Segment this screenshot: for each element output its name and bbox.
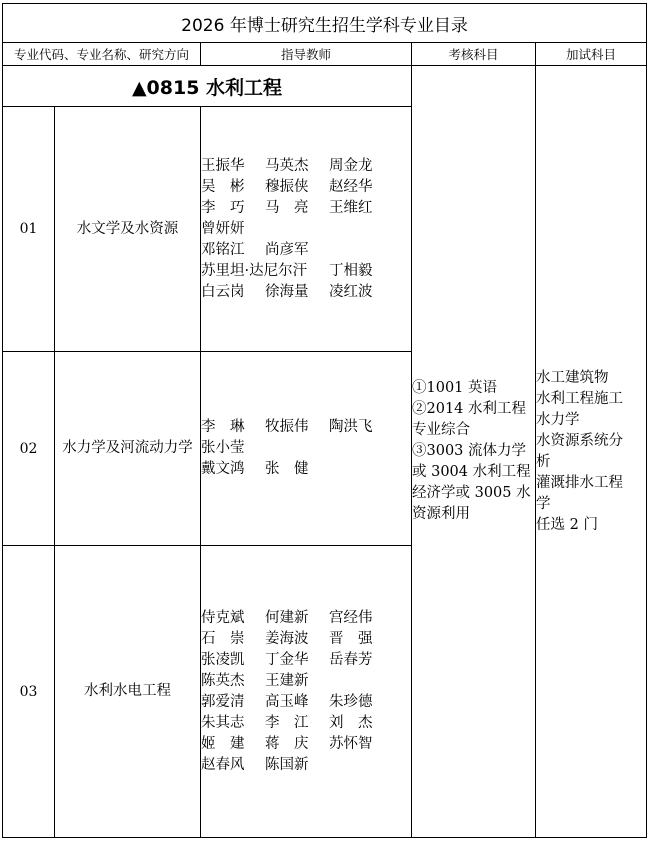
tutor-name: 丁金华	[265, 651, 309, 668]
tutor-name	[265, 219, 329, 240]
tutor-name	[329, 459, 399, 480]
extra-subject-line: 水工建筑物	[536, 369, 609, 386]
tutor-row	[201, 650, 411, 671]
tutor-name: 周金龙	[329, 157, 373, 174]
tutor-name	[329, 219, 399, 240]
header-extra: 加试科目	[536, 43, 647, 66]
tutor-row	[201, 417, 411, 438]
tutor-row	[201, 734, 411, 755]
tutor-name: 王维红	[329, 199, 373, 216]
tutor-name	[265, 438, 329, 459]
header-exam: 考核科目	[412, 43, 536, 66]
direction-name: 水利水电工程	[55, 546, 201, 838]
tutor-name: 陶洪飞	[329, 419, 373, 435]
tutor-name: 岳春芳	[329, 651, 373, 668]
tutor-name: 苏里坦·达尼尔汗	[201, 262, 308, 279]
tutor-name: 陈英杰	[201, 672, 245, 689]
extra-subject-line: 水利工程施工	[536, 390, 623, 407]
exam-subject-line: 或 3004 水利工程	[412, 464, 531, 480]
tutor-name: 姬 建	[201, 735, 245, 752]
tutor-row	[201, 459, 411, 480]
tutor-name	[329, 755, 399, 776]
tutor-name: 姜海波	[265, 630, 309, 647]
exam-subject-line: 专业综合	[412, 422, 470, 438]
header-tutor: 指导教师	[201, 43, 412, 66]
major-title: ▲0815 水利工程	[3, 66, 412, 107]
tutor-name: 白云岗	[201, 283, 245, 300]
tutor-cell	[201, 107, 412, 352]
direction-name: 水文学及水资源	[55, 107, 201, 352]
tutor-name: 穆振侠	[265, 178, 309, 195]
tutor-row	[201, 282, 411, 303]
extra-subject-line: 水力学	[536, 411, 580, 428]
exam-subject-line: 经济学或 3005 水	[412, 485, 531, 501]
tutor-name: 刘 杰	[329, 714, 373, 731]
direction-code: 01	[3, 107, 55, 352]
page-title: 2026 年博士研究生招生学科专业目录	[3, 4, 647, 43]
tutor-name: 张凌凯	[201, 651, 245, 668]
tutor-name: 张小莹	[201, 440, 245, 456]
tutor-name: 李 江	[265, 714, 309, 731]
tutor-name: 王建新	[265, 672, 309, 689]
tutor-name: 朱其志	[201, 714, 245, 731]
tutor-name: 石 崇	[201, 630, 245, 647]
header-major: 专业代码、专业名称、研究方向	[3, 43, 201, 66]
tutor-name: 马 亮	[265, 199, 309, 216]
direction-code: 02	[3, 352, 55, 546]
extra-subject-line: 学	[536, 495, 551, 512]
extra-subject-line: 析	[536, 453, 551, 470]
tutor-name: 徐海量	[265, 283, 309, 300]
tutor-name: 丁相毅	[329, 262, 373, 279]
tutor-row	[201, 671, 411, 692]
exam-subject-line: ①1001 英语	[412, 380, 498, 396]
direction-code: 03	[3, 546, 55, 838]
tutor-name: 陈国新	[265, 756, 309, 773]
tutor-name: 李 巧	[201, 199, 245, 216]
tutor-name: 高玉峰	[265, 693, 309, 710]
tutor-row	[201, 755, 411, 776]
tutor-name: 侍克斌	[201, 609, 245, 626]
tutor-row	[201, 608, 411, 629]
tutor-name: 赵经华	[329, 178, 373, 195]
tutor-name: 牧振伟	[265, 419, 309, 435]
tutor-row	[201, 692, 411, 713]
tutor-row	[201, 629, 411, 650]
exam-subjects-cell	[412, 66, 536, 838]
tutor-row	[201, 219, 411, 240]
tutor-name: 蒋 庆	[265, 735, 309, 752]
extra-subject-line: 灌溉排水工程	[536, 474, 623, 491]
tutor-name: 宫经伟	[329, 609, 373, 626]
tutor-name: 邓铭江	[201, 241, 245, 258]
exam-subject-line: ②2014 水利工程	[412, 401, 527, 417]
tutor-row	[201, 261, 411, 282]
tutor-name: 赵春风	[201, 756, 245, 773]
tutor-name: 郭爱清	[201, 693, 245, 710]
tutor-cell	[201, 546, 412, 838]
direction-name: 水力学及河流动力学	[55, 352, 201, 546]
tutor-cell	[201, 352, 412, 546]
tutor-row	[201, 198, 411, 219]
tutor-name: 王振华	[201, 157, 245, 174]
exam-subjects-list	[412, 378, 535, 525]
exam-subject-line: 资源利用	[412, 506, 470, 522]
tutor-name: 凌红波	[329, 283, 373, 300]
extra-subject-line: 任选 2 门	[536, 516, 598, 533]
tutor-row	[201, 177, 411, 198]
tutor-name: 吴 彬	[201, 178, 245, 195]
tutor-name: 戴文鸿	[201, 461, 245, 477]
tutor-row	[201, 156, 411, 177]
extra-subjects-list	[536, 368, 646, 536]
tutor-name: 朱珍德	[329, 693, 373, 710]
tutor-row	[201, 240, 411, 261]
tutor-name: 马英杰	[265, 157, 309, 174]
tutor-name: 尚彦军	[265, 241, 309, 258]
extra-subject-line: 水资源系统分	[536, 432, 623, 449]
tutor-name: 曾妍妍	[201, 220, 245, 237]
tutor-name: 何建新	[265, 609, 309, 626]
tutor-name: 李 琳	[201, 419, 245, 435]
tutor-row	[201, 713, 411, 734]
tutor-row	[201, 438, 411, 459]
tutor-name: 张 健	[265, 461, 309, 477]
tutor-name	[329, 671, 399, 692]
exam-subject-line: ③3003 流体力学	[412, 443, 527, 459]
tutor-name	[329, 438, 399, 459]
extra-subjects-cell	[536, 66, 647, 838]
tutor-name: 晋 强	[329, 630, 373, 647]
tutor-name: 苏怀智	[329, 735, 373, 752]
catalog-table	[2, 3, 647, 838]
tutor-name	[329, 240, 399, 261]
